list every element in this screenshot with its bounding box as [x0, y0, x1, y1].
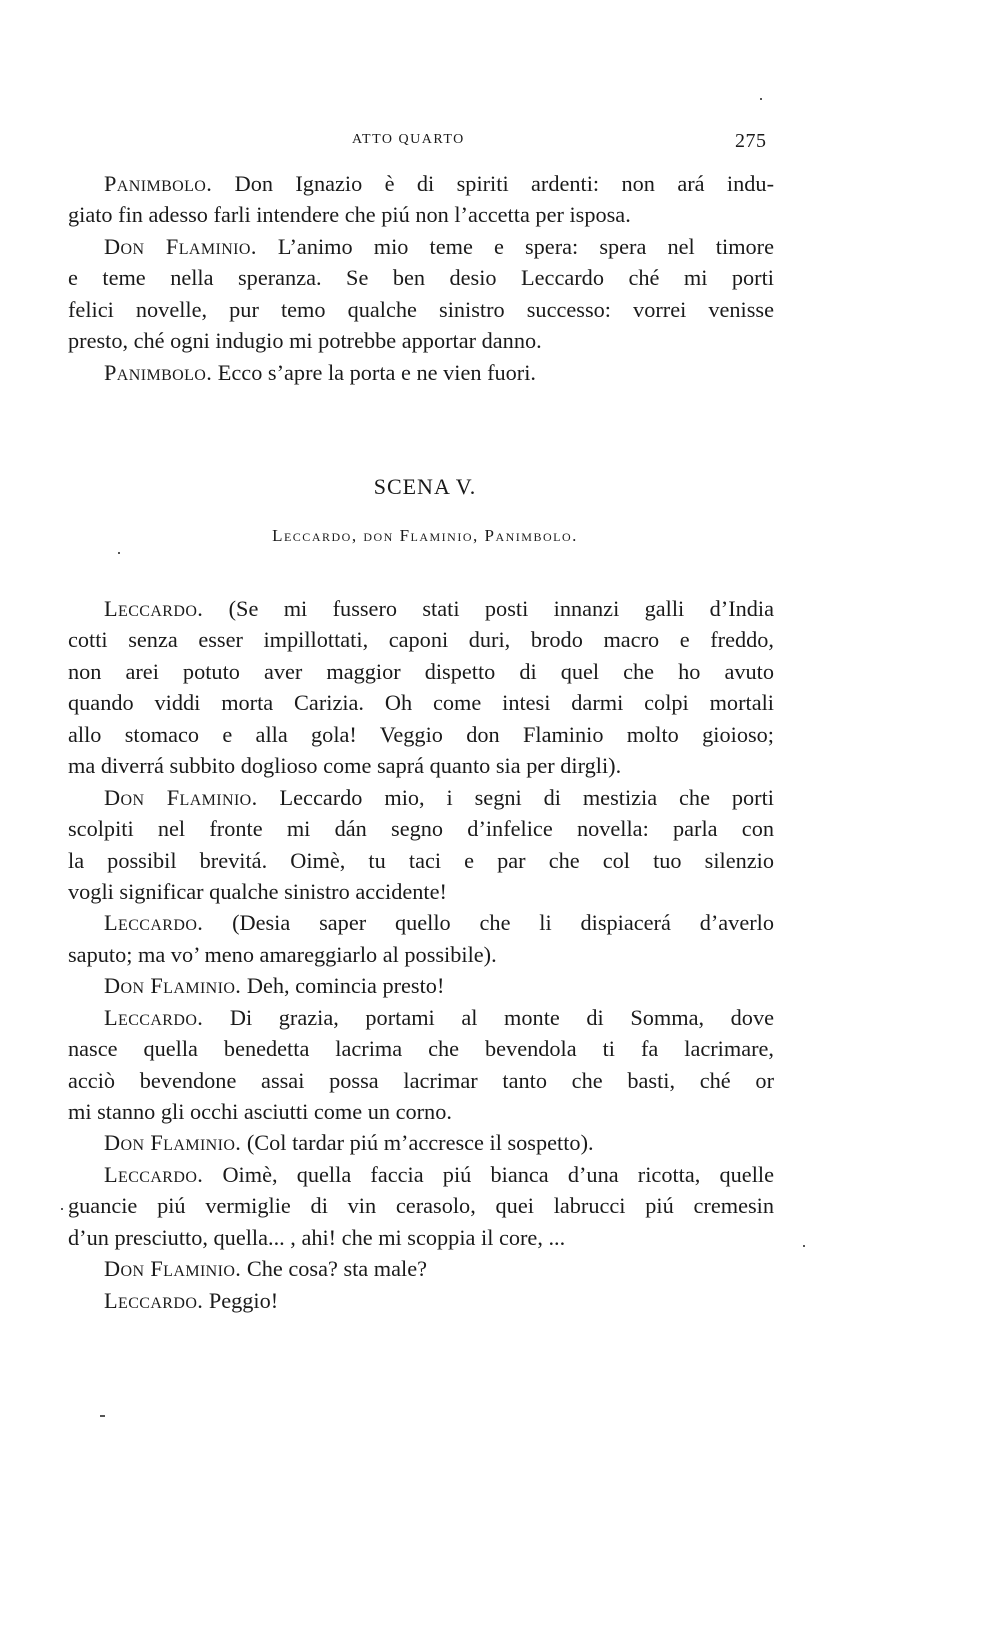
- line-text: Peggio!: [208, 1287, 279, 1313]
- speech-paragraph: [68, 970, 774, 1001]
- line-text: Leccardo mio, i segni di mestizia che porti: [279, 784, 774, 810]
- speech-paragraph: [68, 1285, 774, 1316]
- text-line: [68, 750, 774, 781]
- line-text: guancie piú vermiglie di vin cerasolo, quei labrucci piú cremesin: [68, 1193, 774, 1219]
- text-line: [68, 1002, 774, 1033]
- running-title: ATTO QUARTO: [352, 132, 465, 147]
- line-text: felici novelle, pur temo qualche sinistro successo: vorrei venisse: [68, 296, 774, 322]
- speech-paragraph: [68, 168, 774, 231]
- speaker-name: Panimbolo.: [104, 359, 213, 385]
- line-text: vogli significar qualche sinistro accidente!: [68, 878, 447, 904]
- text-line: [68, 970, 774, 1001]
- speech-paragraph: [68, 231, 774, 357]
- speech-paragraph: [68, 907, 774, 970]
- line-text: presto, ché ogni indugio mi potrebbe apportar danno.: [68, 328, 542, 354]
- dialogue-bottom: [68, 593, 774, 1316]
- line-text: Deh, comincia presto!: [246, 973, 445, 999]
- text-line: [68, 719, 774, 750]
- speech-paragraph: [68, 1002, 774, 1128]
- scan-speck: [760, 98, 762, 100]
- text-line: [68, 357, 774, 388]
- line-text: nasce quella benedetta lacrima che bevendola ti fa lacrimare,: [68, 1036, 774, 1062]
- text-line: [68, 294, 774, 325]
- line-text: scolpiti nel fronte mi dán segno d’infelice novella: parla con: [68, 816, 774, 842]
- page-number: 275: [735, 130, 767, 152]
- line-text: giato fin adesso farli intendere che piú non l’accetta per isposa.: [68, 202, 631, 228]
- speaker-name: Don Flaminio.: [104, 784, 258, 810]
- scene-characters: Leccardo, don Flaminio, Panimbolo.: [272, 526, 578, 545]
- speech-paragraph: [68, 1127, 774, 1158]
- text-line: [68, 1190, 774, 1221]
- line-text: la possibil brevitá. Oimè, tu taci e par che col tuo silenzio: [68, 847, 774, 873]
- speaker-name: Leccardo.: [104, 910, 204, 936]
- text-line: [68, 907, 774, 938]
- text-line: [68, 656, 774, 687]
- speaker-name: Panimbolo.: [104, 171, 213, 196]
- line-text: Che cosa? sta male?: [246, 1256, 428, 1282]
- dialogue-top: [68, 168, 774, 388]
- scan-speck: [118, 552, 120, 554]
- line-text: d’un presciutto, quella... , ahi! che mi scoppia il core, ...: [68, 1224, 566, 1250]
- text-line: [68, 845, 774, 876]
- text-line: [68, 782, 774, 813]
- speaker-name: Leccardo.: [104, 1287, 204, 1313]
- line-text: Don Ignazio è di spiriti ardenti: non ará indu-: [234, 171, 774, 196]
- text-line: [68, 1065, 774, 1096]
- text-line: [68, 1253, 774, 1284]
- text-line: [68, 624, 774, 655]
- text-line: [68, 231, 774, 262]
- text-line: [68, 593, 774, 624]
- line-text: quando viddi morta Carizia. Oh come intesi darmi colpi mortali: [68, 690, 774, 716]
- text-line: [68, 1096, 774, 1127]
- text-line: [68, 1285, 774, 1316]
- speech-paragraph: [68, 593, 774, 782]
- text-line: [68, 325, 774, 356]
- text-line: [68, 1033, 774, 1064]
- text-line: [68, 168, 774, 199]
- line-text: mi stanno gli occhi asciutti come un corno.: [68, 1099, 452, 1124]
- speaker-name: Don Flaminio.: [104, 233, 257, 259]
- speaker-name: Don Flaminio.: [104, 1130, 242, 1156]
- speech-paragraph: [68, 782, 774, 908]
- line-text: ma diverrá subbito doglioso come saprá quanto sia per dirgli).: [68, 753, 622, 779]
- line-text: (Se mi fussero stati posti innanzi galli d’India: [228, 596, 775, 621]
- scan-speck: [100, 1415, 105, 1417]
- speech-paragraph: [68, 1253, 774, 1284]
- speech-paragraph: [68, 1159, 774, 1253]
- text-line: [68, 876, 774, 907]
- scene-title: SCENA V.: [373, 474, 477, 499]
- speaker-name: Don Flaminio.: [104, 973, 242, 999]
- scan-speck: [61, 1208, 63, 1210]
- text-line: [68, 262, 774, 293]
- scan-speck: [803, 1245, 805, 1247]
- speech-paragraph: [68, 357, 774, 388]
- line-text: e teme nella speranza. Se ben desio Leccardo ché mi porti: [68, 265, 774, 291]
- speaker-name: Don Flaminio.: [104, 1256, 242, 1282]
- line-text: Ecco s’apre la porta e ne vien fuori.: [217, 359, 536, 385]
- line-text: saputo; ma vo’ meno amareggiarlo al possibile).: [68, 941, 497, 967]
- line-text: acciò bevendone assai possa lacrimar tanto che basti, ché or: [68, 1067, 774, 1093]
- line-text: (Col tardar piú m’accresce il sospetto).: [246, 1130, 594, 1156]
- line-text: non arei potuto aver maggior dispetto di quel che ho avuto: [68, 658, 774, 684]
- line-text: (Desia saper quello che li dispiacerá d’averlo: [232, 910, 774, 936]
- line-text: cotti senza esser impillottati, caponi duri, brodo macro e freddo,: [68, 627, 774, 653]
- text-line: [68, 1159, 774, 1190]
- line-text: allo stomaco e alla gola! Veggio don Flaminio molto gioioso;: [68, 721, 774, 747]
- text-line: [68, 939, 774, 970]
- text-line: [68, 813, 774, 844]
- speaker-name: Leccardo.: [104, 1161, 204, 1187]
- line-text: Oimè, quella faccia piú bianca d’una ricotta, quelle: [222, 1161, 774, 1187]
- line-text: Di grazia, portami al monte di Somma, dove: [229, 1004, 774, 1030]
- text-line: [68, 1222, 774, 1253]
- text-line: [68, 199, 774, 230]
- speaker-name: Leccardo.: [104, 1004, 204, 1030]
- speaker-name: Leccardo.: [104, 596, 204, 621]
- line-text: L’animo mio teme e spera: spera nel timore: [277, 233, 775, 259]
- text-line: [68, 687, 774, 718]
- text-line: [68, 1127, 774, 1158]
